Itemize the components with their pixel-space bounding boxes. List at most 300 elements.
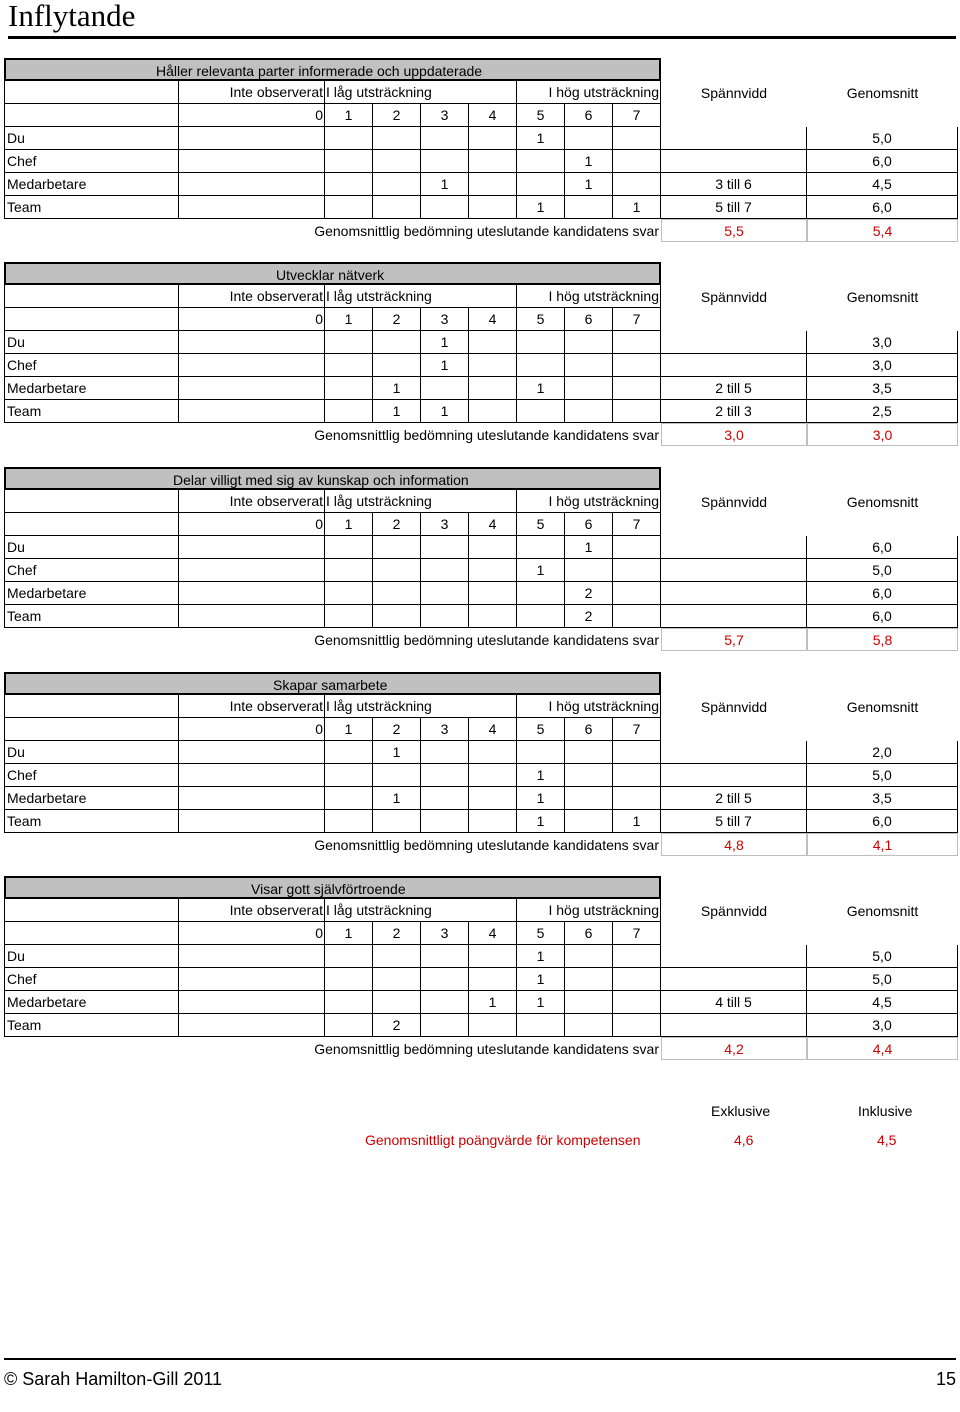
score-cell (325, 196, 373, 219)
average-inclusive-value: 5,8 (807, 628, 958, 651)
respondent-label: Du (4, 127, 179, 150)
score-cell (469, 945, 517, 968)
header-average: Genomsnitt (846, 493, 919, 510)
score-cell (613, 582, 661, 605)
scale-value: 2 (373, 513, 421, 536)
scale-blank (4, 308, 179, 331)
average-row-label: Genomsnittlig bedömning uteslutande kandidatens svar (314, 222, 659, 239)
score-cell (373, 764, 421, 787)
respondent-label: Medarbetare (4, 991, 179, 1014)
score-cell (325, 582, 373, 605)
score-cell: 1 (517, 764, 565, 787)
score-cell (179, 559, 325, 582)
score-cell (517, 1014, 565, 1037)
score-cell (373, 173, 421, 196)
score-cell (325, 400, 373, 423)
score-cell (179, 150, 325, 173)
score-cell (613, 991, 661, 1014)
range-cell (661, 605, 807, 628)
scale-value: 5 (517, 922, 565, 945)
scale-value: 7 (613, 104, 661, 127)
range-cell: 3 till 6 (661, 173, 807, 196)
scale-value: 1 (325, 922, 373, 945)
average-inclusive-value: 5,4 (807, 219, 958, 242)
score-cell (373, 354, 421, 377)
score-cell: 2 (373, 1014, 421, 1037)
score-cell: 1 (517, 559, 565, 582)
scale-value: 3 (421, 104, 469, 127)
average-cell: 5,0 (807, 764, 958, 787)
section-table (4, 467, 960, 652)
score-cell (613, 559, 661, 582)
score-cell (373, 991, 421, 1014)
scale-average-blank (807, 308, 958, 331)
score-cell (179, 968, 325, 991)
scale-value: 4 (469, 718, 517, 741)
score-cell (565, 968, 613, 991)
score-cell: 1 (517, 991, 565, 1014)
score-cell: 1 (421, 173, 469, 196)
score-cell (469, 331, 517, 354)
score-cell (565, 400, 613, 423)
score-cell (373, 150, 421, 173)
score-cell (613, 331, 661, 354)
scale-value: 0 (179, 513, 325, 536)
average-row-label: Genomsnittlig bedömning uteslutande kandidatens svar (314, 836, 659, 853)
range-cell: 2 till 5 (661, 377, 807, 400)
score-cell (179, 127, 325, 150)
score-cell (469, 968, 517, 991)
score-cell (179, 173, 325, 196)
score-cell (469, 377, 517, 400)
score-cell (325, 150, 373, 173)
score-cell (565, 810, 613, 833)
respondent-label: Medarbetare (4, 787, 179, 810)
score-cell: 1 (517, 127, 565, 150)
competence-inclusive-value: 4,5 (877, 1132, 897, 1148)
header-average: Genomsnitt (846, 902, 919, 919)
score-cell (565, 331, 613, 354)
page-title: Inflytande (8, 0, 136, 33)
score-cell: 1 (517, 377, 565, 400)
average-cell: 6,0 (807, 196, 958, 219)
score-cell (373, 810, 421, 833)
scale-value: 0 (179, 718, 325, 741)
score-cell: 1 (565, 150, 613, 173)
scale-value: 4 (469, 104, 517, 127)
score-cell (421, 150, 469, 173)
scale-value: 3 (421, 718, 469, 741)
score-cell (325, 536, 373, 559)
score-cell (469, 559, 517, 582)
header-blank (4, 81, 179, 104)
scale-value: 7 (613, 718, 661, 741)
average-cell: 6,0 (807, 605, 958, 628)
title-divider (8, 36, 956, 39)
score-cell (469, 354, 517, 377)
scale-value: 0 (179, 104, 325, 127)
score-cell (469, 810, 517, 833)
score-cell (373, 196, 421, 219)
score-cell (469, 536, 517, 559)
respondent-label: Du (4, 945, 179, 968)
respondent-label: Chef (4, 150, 179, 173)
scale-value: 3 (421, 308, 469, 331)
score-cell (565, 127, 613, 150)
section-title: Skapar samarbete (273, 677, 388, 693)
scale-value: 2 (373, 104, 421, 127)
range-cell (661, 968, 807, 991)
scale-value: 4 (469, 922, 517, 945)
header-high: I hög utsträckning (517, 285, 661, 308)
average-cell: 3,0 (807, 1014, 958, 1037)
respondent-label: Du (4, 331, 179, 354)
score-cell (179, 1014, 325, 1037)
score-cell (613, 741, 661, 764)
score-cell (421, 991, 469, 1014)
score-cell: 1 (517, 196, 565, 219)
header-low: I låg utsträckning (325, 81, 517, 104)
score-cell (373, 582, 421, 605)
range-cell: 2 till 3 (661, 400, 807, 423)
average-cell: 4,5 (807, 991, 958, 1014)
header-range: Spännvidd (700, 902, 768, 919)
average-cell: 3,0 (807, 354, 958, 377)
score-cell (325, 991, 373, 1014)
scale-blank (4, 513, 179, 536)
section-title: Visar gott självförtroende (251, 881, 406, 897)
scale-average-blank (807, 922, 958, 945)
score-cell: 1 (421, 354, 469, 377)
score-cell (179, 810, 325, 833)
score-cell (613, 1014, 661, 1037)
average-cell: 6,0 (807, 582, 958, 605)
range-cell (661, 559, 807, 582)
score-cell (565, 1014, 613, 1037)
score-cell (613, 787, 661, 810)
scale-value: 6 (565, 308, 613, 331)
score-cell (373, 536, 421, 559)
scale-value: 7 (613, 922, 661, 945)
respondent-label: Chef (4, 968, 179, 991)
respondent-label: Du (4, 536, 179, 559)
section-title: Utvecklar nätverk (276, 267, 385, 283)
average-cell: 6,0 (807, 536, 958, 559)
scale-value: 6 (565, 922, 613, 945)
score-cell (325, 764, 373, 787)
score-cell (325, 810, 373, 833)
score-cell (613, 150, 661, 173)
page-number: 15 (935, 1369, 956, 1389)
scale-value: 7 (613, 513, 661, 536)
scale-average-blank (807, 513, 958, 536)
average-row-label: Genomsnittlig bedömning uteslutande kandidatens svar (314, 631, 659, 648)
score-cell (421, 127, 469, 150)
score-cell (613, 764, 661, 787)
header-blank (4, 490, 179, 513)
score-cell (179, 764, 325, 787)
score-cell (179, 991, 325, 1014)
range-cell: 5 till 7 (661, 196, 807, 219)
header-low: I låg utsträckning (325, 285, 517, 308)
score-cell (421, 968, 469, 991)
section-title-bar (4, 58, 661, 81)
score-cell (325, 605, 373, 628)
average-cell: 2,5 (807, 400, 958, 423)
average-exclusive-value: 5,5 (661, 219, 807, 242)
respondent-label: Chef (4, 764, 179, 787)
scale-value: 5 (517, 308, 565, 331)
header-not-observed: Inte observerat (179, 81, 325, 104)
score-cell (421, 559, 469, 582)
score-cell (421, 196, 469, 219)
scale-blank (4, 104, 179, 127)
scale-value: 3 (421, 513, 469, 536)
score-cell (565, 196, 613, 219)
score-cell (373, 127, 421, 150)
score-cell (373, 331, 421, 354)
header-high: I hög utsträckning (517, 490, 661, 513)
respondent-label: Team (4, 400, 179, 423)
range-cell (661, 536, 807, 559)
header-not-observed: Inte observerat (179, 490, 325, 513)
score-cell (179, 741, 325, 764)
score-cell (373, 559, 421, 582)
range-cell: 5 till 7 (661, 810, 807, 833)
scale-blank (4, 718, 179, 741)
scale-value: 5 (517, 104, 565, 127)
score-cell (325, 127, 373, 150)
range-cell (661, 945, 807, 968)
score-cell: 1 (373, 377, 421, 400)
section-table (4, 672, 960, 857)
score-cell (613, 945, 661, 968)
score-cell (517, 536, 565, 559)
score-cell: 1 (565, 173, 613, 196)
header-blank (4, 285, 179, 308)
score-cell (325, 968, 373, 991)
score-cell (421, 741, 469, 764)
scale-value: 6 (565, 513, 613, 536)
score-cell: 1 (469, 991, 517, 1014)
average-exclusive-value: 5,7 (661, 628, 807, 651)
average-cell: 3,5 (807, 787, 958, 810)
scale-value: 4 (469, 308, 517, 331)
scale-value: 2 (373, 922, 421, 945)
score-cell (517, 150, 565, 173)
scale-value: 5 (517, 718, 565, 741)
respondent-label: Medarbetare (4, 377, 179, 400)
score-cell: 1 (373, 787, 421, 810)
score-cell (325, 741, 373, 764)
score-cell (613, 536, 661, 559)
section-table (4, 876, 960, 1061)
respondent-label: Team (4, 196, 179, 219)
average-inclusive-value: 4,4 (807, 1037, 958, 1060)
section-title-bar (4, 876, 661, 899)
score-cell (179, 377, 325, 400)
score-cell (469, 173, 517, 196)
score-cell (421, 1014, 469, 1037)
header-low: I låg utsträckning (325, 490, 517, 513)
score-cell: 1 (421, 331, 469, 354)
score-cell (565, 991, 613, 1014)
score-cell (565, 354, 613, 377)
score-cell (179, 582, 325, 605)
section-title-bar (4, 467, 661, 490)
header-range: Spännvidd (700, 698, 768, 715)
section-title: Håller relevanta parter informerade och uppdaterade (156, 63, 483, 79)
header-high: I hög utsträckning (517, 695, 661, 718)
average-cell: 5,0 (807, 127, 958, 150)
score-cell (373, 945, 421, 968)
section-table (4, 58, 960, 243)
score-cell (179, 945, 325, 968)
score-cell (469, 787, 517, 810)
score-cell: 1 (565, 536, 613, 559)
score-cell (325, 377, 373, 400)
header-not-observed: Inte observerat (179, 899, 325, 922)
respondent-label: Team (4, 605, 179, 628)
copyright-text: © Sarah Hamilton-Gill 2011 (4, 1369, 223, 1389)
header-average: Genomsnitt (846, 698, 919, 715)
score-cell (565, 945, 613, 968)
score-cell (517, 331, 565, 354)
average-row-label: Genomsnittlig bedömning uteslutande kandidatens svar (314, 426, 659, 443)
scale-average-blank (807, 104, 958, 127)
score-cell (325, 331, 373, 354)
score-cell (517, 582, 565, 605)
score-cell (613, 354, 661, 377)
respondent-label: Medarbetare (4, 173, 179, 196)
score-cell (179, 354, 325, 377)
average-cell: 3,5 (807, 377, 958, 400)
scale-range-blank (661, 308, 807, 331)
score-cell (517, 400, 565, 423)
score-cell: 1 (373, 400, 421, 423)
score-cell (179, 787, 325, 810)
score-cell (517, 173, 565, 196)
respondent-label: Medarbetare (4, 582, 179, 605)
section-title-bar (4, 672, 661, 695)
respondent-label: Chef (4, 354, 179, 377)
respondent-label: Chef (4, 559, 179, 582)
score-cell: 1 (517, 787, 565, 810)
average-exclusive-value: 4,2 (661, 1037, 807, 1060)
score-cell (421, 810, 469, 833)
score-cell (469, 400, 517, 423)
average-inclusive-value: 4,1 (807, 833, 958, 856)
exclusive-label: Exklusive (711, 1103, 771, 1119)
average-cell: 5,0 (807, 945, 958, 968)
range-cell (661, 150, 807, 173)
score-cell (613, 605, 661, 628)
score-cell (469, 1014, 517, 1037)
score-cell (325, 945, 373, 968)
competence-exclusive-value: 4,6 (734, 1132, 754, 1148)
scale-value: 5 (517, 513, 565, 536)
score-cell (421, 377, 469, 400)
average-cell: 5,0 (807, 968, 958, 991)
range-cell (661, 331, 807, 354)
score-cell: 1 (517, 810, 565, 833)
scale-blank (4, 922, 179, 945)
header-blank (4, 695, 179, 718)
scale-value: 2 (373, 308, 421, 331)
score-cell: 1 (517, 968, 565, 991)
footer-divider (4, 1358, 956, 1360)
scale-average-blank (807, 718, 958, 741)
header-average: Genomsnitt (846, 288, 919, 305)
scale-value: 3 (421, 922, 469, 945)
header-range: Spännvidd (700, 493, 768, 510)
range-cell (661, 764, 807, 787)
score-cell (565, 559, 613, 582)
section-title-bar (4, 262, 661, 285)
header-high: I hög utsträckning (517, 81, 661, 104)
score-cell (421, 582, 469, 605)
score-cell (517, 741, 565, 764)
score-cell (517, 354, 565, 377)
score-cell (179, 400, 325, 423)
scale-value: 6 (565, 104, 613, 127)
score-cell (421, 536, 469, 559)
header-not-observed: Inte observerat (179, 695, 325, 718)
score-cell (469, 582, 517, 605)
scale-value: 4 (469, 513, 517, 536)
respondent-label: Du (4, 741, 179, 764)
score-cell (613, 968, 661, 991)
score-cell (565, 741, 613, 764)
score-cell (469, 127, 517, 150)
score-cell: 1 (613, 196, 661, 219)
score-cell: 1 (421, 400, 469, 423)
score-cell (421, 945, 469, 968)
score-cell (325, 173, 373, 196)
section-table (4, 262, 960, 447)
header-blank (4, 899, 179, 922)
header-high: I hög utsträckning (517, 899, 661, 922)
scale-value: 1 (325, 513, 373, 536)
score-cell: 2 (565, 582, 613, 605)
range-cell (661, 127, 807, 150)
scale-value: 6 (565, 718, 613, 741)
average-exclusive-value: 4,8 (661, 833, 807, 856)
scale-value: 0 (179, 922, 325, 945)
average-cell: 6,0 (807, 810, 958, 833)
average-cell: 6,0 (807, 150, 958, 173)
score-cell (179, 196, 325, 219)
header-range: Spännvidd (700, 84, 768, 101)
score-cell (517, 605, 565, 628)
scale-value: 1 (325, 308, 373, 331)
score-cell (325, 354, 373, 377)
average-exclusive-value: 3,0 (661, 423, 807, 446)
average-cell: 4,5 (807, 173, 958, 196)
average-cell: 2,0 (807, 741, 958, 764)
header-range: Spännvidd (700, 288, 768, 305)
scale-value: 7 (613, 308, 661, 331)
score-cell (421, 605, 469, 628)
score-cell (421, 787, 469, 810)
score-cell (469, 150, 517, 173)
inclusive-label: Inklusive (858, 1103, 913, 1119)
score-cell: 1 (613, 810, 661, 833)
scale-value: 1 (325, 718, 373, 741)
section-title: Delar villigt med sig av kunskap och information (173, 472, 469, 488)
range-cell (661, 741, 807, 764)
score-cell (421, 764, 469, 787)
